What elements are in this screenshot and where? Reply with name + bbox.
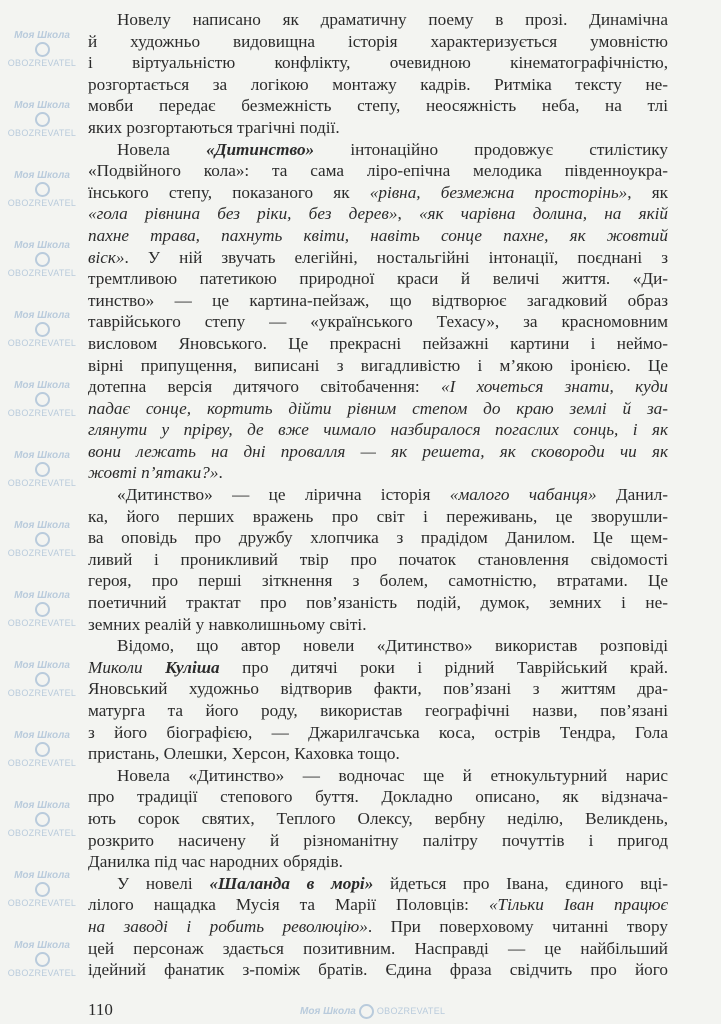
text-segment: ка, його перших вражень про світ і переживань, це зворушли- bbox=[88, 506, 668, 526]
bold-italic-text: Куліша bbox=[165, 657, 220, 677]
text-line bbox=[88, 117, 668, 139]
italic-quote: «рівна, безмежна просторінь» bbox=[369, 182, 628, 202]
watermark-logo bbox=[4, 940, 80, 979]
watermark-school-text: Моя Школа bbox=[14, 870, 70, 881]
text-line bbox=[88, 959, 668, 981]
paragraph bbox=[88, 873, 668, 981]
text-segment: тинство» — це картина-пейзаж, що відтворює загадковий образ bbox=[88, 290, 668, 310]
watermark-school-text: Моя Школа bbox=[14, 100, 70, 111]
text-line bbox=[88, 527, 668, 549]
text-line bbox=[88, 894, 668, 916]
text-line bbox=[88, 808, 668, 830]
text-segment: їнського степу, показаного як bbox=[88, 182, 370, 202]
watermark-logo bbox=[4, 660, 80, 699]
watermark-circle-icon bbox=[35, 252, 50, 267]
italic-quote: вони лежать на дні провалля — як решета, як сковороди чи як bbox=[88, 441, 668, 461]
watermark-school-text: Моя Школа bbox=[14, 940, 70, 951]
watermark-circle-icon bbox=[35, 812, 50, 827]
text-segment: про дитячі роки і рідний Таврійський край. bbox=[219, 657, 668, 677]
text-segment: «Дитинство» — це лірична історія bbox=[117, 485, 450, 505]
text-line bbox=[88, 333, 668, 355]
watermark-logo bbox=[4, 240, 80, 279]
text-line bbox=[88, 160, 668, 182]
watermark-brand-text: OBOZREVATEL bbox=[7, 408, 77, 418]
text-line bbox=[88, 484, 668, 506]
italic-quote: віск» bbox=[88, 247, 125, 267]
watermark-school-text: Моя Школа bbox=[14, 450, 70, 461]
text-line bbox=[88, 765, 668, 787]
text-line bbox=[88, 268, 668, 290]
text-line bbox=[88, 700, 668, 722]
text-segment: Данилка під час народних обрядів. bbox=[88, 852, 343, 872]
watermark-brand-text: OBOZREVATEL bbox=[376, 1006, 446, 1016]
text-segment: ва оповідь про дружбу хлопчика з прадідом Данилом. Це щем- bbox=[88, 528, 668, 548]
paragraph bbox=[88, 484, 668, 635]
watermark-school-text: Моя Школа bbox=[14, 520, 70, 531]
text-segment: яких розгортаються трагічні події. bbox=[88, 117, 340, 137]
paragraph bbox=[88, 139, 668, 485]
watermark-logo bbox=[4, 870, 80, 909]
text-line bbox=[88, 635, 668, 657]
text-line bbox=[88, 851, 668, 873]
text-segment: , як bbox=[627, 182, 668, 202]
italic-quote: «І хочеться знати, куди bbox=[440, 377, 668, 397]
text-line bbox=[88, 614, 668, 636]
watermark-school-text: Моя Школа bbox=[14, 590, 70, 601]
text-segment: героя, про перші зіткнення з болем, самотністю, втратами. Це bbox=[88, 571, 668, 591]
text-line bbox=[88, 873, 668, 895]
text-line bbox=[88, 549, 668, 571]
watermark-brand-text: OBOZREVATEL bbox=[7, 758, 77, 768]
text-segment: Яновський художньо відтворив факти, пов’язані з життям дра- bbox=[88, 679, 668, 699]
text-line bbox=[88, 74, 668, 96]
watermark-school-text: Моя Школа bbox=[14, 800, 70, 811]
text-segment: з його біографією, — Джарилгачська коса, острів Тендра, Гола bbox=[88, 722, 668, 742]
text-segment: інтонаційно продовжує стилістику bbox=[314, 139, 668, 159]
paragraph bbox=[88, 635, 668, 765]
text-segment: лілого нащадка Мусія та Марії Половців: bbox=[88, 895, 489, 915]
watermark-circle-icon bbox=[35, 882, 50, 897]
paragraph bbox=[88, 765, 668, 873]
watermark-brand-text: OBOZREVATEL bbox=[7, 688, 77, 698]
watermark-brand-text: OBOZREVATEL bbox=[7, 268, 77, 278]
text-line bbox=[88, 657, 668, 679]
text-segment: Новела bbox=[117, 139, 207, 159]
text-segment: дотепна версія дитячого світобачення: bbox=[88, 377, 441, 397]
text-segment: , bbox=[397, 204, 419, 224]
italic-quote: на заводі і робить революцію» bbox=[88, 916, 368, 936]
watermark-school-text: Моя Школа bbox=[14, 240, 70, 251]
watermark-brand-text: OBOZREVATEL bbox=[7, 968, 77, 978]
watermark-logo bbox=[4, 380, 80, 419]
text-line bbox=[88, 52, 668, 74]
text-line bbox=[88, 592, 668, 614]
watermark-circle-icon bbox=[35, 532, 50, 547]
text-segment: земних реалій у навколишньому світі. bbox=[88, 614, 367, 634]
watermark-school-text: Моя Школа bbox=[14, 730, 70, 741]
watermark-school-text: Моя Школа bbox=[14, 660, 70, 671]
text-line bbox=[88, 290, 668, 312]
watermark-circle-icon bbox=[35, 42, 50, 57]
watermark-logo bbox=[4, 170, 80, 209]
italic-quote: «Тільки Іван працює bbox=[488, 895, 668, 915]
watermark-logo bbox=[4, 30, 80, 69]
watermark-school-text: Моя Школа bbox=[300, 1006, 356, 1017]
watermark-circle-icon bbox=[35, 742, 50, 757]
text-line bbox=[88, 225, 668, 247]
text-line bbox=[88, 95, 668, 117]
text-segment: висловом Яновського. Це прекрасні пейзажні картини і неймо- bbox=[88, 333, 668, 353]
watermark-circle-icon bbox=[35, 182, 50, 197]
italic-quote: глянути у прірву, де вже чимало назбиралося погаслих сонць, і як bbox=[88, 420, 668, 440]
watermark-logo bbox=[4, 800, 80, 839]
text-segment: мовби передає безмежність степу, неосяжність неба, на тлі bbox=[88, 96, 668, 116]
text-segment: . У ній звучать елегійні, ностальгійні інтонації, поєднані з bbox=[124, 247, 668, 267]
watermark-brand-text: OBOZREVATEL bbox=[7, 828, 77, 838]
watermark-circle-icon bbox=[35, 602, 50, 617]
text-segment: «Подвійного кола»: та сама ліро-епічна мелодика південноукра- bbox=[88, 161, 668, 181]
watermark-circle-icon bbox=[35, 462, 50, 477]
watermark-circle-icon bbox=[35, 392, 50, 407]
text-segment: про традиції степового буття. Докладно описано, як відзнача- bbox=[88, 787, 668, 807]
paragraph bbox=[88, 9, 668, 139]
text-segment: розгортається за логікою монтажу кадрів. Ритміка тексту не- bbox=[88, 74, 668, 94]
text-segment: . bbox=[218, 463, 223, 483]
watermark-logo bbox=[4, 730, 80, 769]
text-line bbox=[88, 398, 668, 420]
text-segment: вірні припущення, виписані з вигадливістю і м’якою іронією. Це bbox=[88, 355, 668, 375]
italic-quote: «як чарівна долина, на якій bbox=[418, 204, 668, 224]
text-segment: . При поверховому читанні твору bbox=[367, 916, 668, 936]
text-segment: Відомо, що автор новели «Дитинство» використав розповіді bbox=[117, 636, 668, 656]
text-segment: пристань, Олешки, Херсон, Каховка тощо. bbox=[88, 744, 400, 764]
text-line bbox=[88, 203, 668, 225]
watermark-logo bbox=[300, 1004, 445, 1019]
text-segment: таврійського степу — «українського Техасу», за красномовним bbox=[88, 312, 668, 332]
text-line bbox=[88, 139, 668, 161]
watermark-circle-icon bbox=[359, 1004, 374, 1019]
watermark-brand-text: OBOZREVATEL bbox=[7, 898, 77, 908]
text-segment: ливий і проникливий твір про початок становлення свідомості bbox=[88, 549, 668, 569]
watermark-circle-icon bbox=[35, 112, 50, 127]
watermark-brand-text: OBOZREVATEL bbox=[7, 128, 77, 138]
text-segment: цей персонаж здається позитивним. Насправді — це найбільший bbox=[88, 938, 668, 958]
text-line bbox=[88, 376, 668, 398]
text-segment: ідейний фанатик з-поміж братів. Єдина фраза свідчить про його bbox=[88, 960, 668, 980]
text-segment: Новелу написано як драматичну поему в прозі. Динамічна bbox=[117, 10, 668, 29]
text-line bbox=[88, 830, 668, 852]
text-segment: й художньо видовищна історія характеризується умовністю bbox=[88, 31, 668, 51]
watermark-logo bbox=[4, 520, 80, 559]
watermark-circle-icon bbox=[35, 672, 50, 687]
watermark-circle-icon bbox=[35, 952, 50, 967]
watermark-logo bbox=[4, 450, 80, 489]
text-line bbox=[88, 722, 668, 744]
text-segment: ють сорок святих, Теплого Олексу, вербну неділю, Великдень, bbox=[88, 808, 668, 828]
text-line bbox=[88, 441, 668, 463]
text-line bbox=[88, 462, 668, 484]
page-number: 110 bbox=[88, 1000, 113, 1019]
text-line bbox=[88, 247, 668, 269]
watermark-logo bbox=[4, 310, 80, 349]
text-segment: Новела «Дитинство» — водночас ще й етнокультурний нарис bbox=[117, 765, 668, 785]
text-line bbox=[88, 938, 668, 960]
italic-quote: «гола рівнина без ріки, без дерев» bbox=[88, 204, 398, 224]
watermark-brand-text: OBOZREVATEL bbox=[7, 478, 77, 488]
watermark-school-text: Моя Школа bbox=[14, 380, 70, 391]
text-line bbox=[88, 786, 668, 808]
italic-quote: жовті п’ятаки?» bbox=[88, 463, 219, 483]
watermark-school-text: Моя Школа bbox=[14, 30, 70, 41]
watermark-brand-text: OBOZREVATEL bbox=[7, 618, 77, 628]
bold-italic-text: «Дитинство» bbox=[206, 139, 315, 159]
text-line bbox=[88, 31, 668, 53]
text-line bbox=[88, 419, 668, 441]
watermark-logo bbox=[4, 590, 80, 629]
text-line bbox=[88, 506, 668, 528]
text-segment: поетичний трактат про пов’язаність подій, думок, земних і не- bbox=[88, 593, 668, 613]
italic-quote: Миколи bbox=[88, 657, 166, 677]
text-line bbox=[88, 9, 668, 31]
watermark-school-text: Моя Школа bbox=[14, 170, 70, 181]
text-segment: матурга та його роду, використав географічні назви, пов’язані bbox=[88, 701, 668, 720]
watermark-school-text: Моя Школа bbox=[14, 310, 70, 321]
text-segment: Данил- bbox=[596, 485, 669, 505]
text-line bbox=[88, 916, 668, 938]
italic-quote: «малого чабанця» bbox=[449, 485, 597, 505]
text-line bbox=[88, 678, 668, 700]
text-line bbox=[88, 743, 668, 765]
italic-quote: падає сонце, кортить дійти рівним степом до краю землі й за- bbox=[88, 398, 668, 418]
bold-italic-text: «Шаланда в морі» bbox=[209, 873, 374, 893]
watermark-brand-text: OBOZREVATEL bbox=[7, 58, 77, 68]
text-segment: тремтливою патетикою природної краси й величі життя. «Ди- bbox=[88, 269, 668, 289]
watermark-brand-text: OBOZREVATEL bbox=[7, 548, 77, 558]
text-segment: і віртуальністю конфлікту, очевидною кінематографічністю, bbox=[88, 53, 668, 73]
text-segment: розкрито насичену й різноманітну палітру почуттів і пригод bbox=[88, 830, 668, 850]
watermark-brand-text: OBOZREVATEL bbox=[7, 198, 77, 208]
body-text bbox=[88, 9, 668, 981]
watermark-logo bbox=[4, 100, 80, 139]
text-segment: У новелі bbox=[117, 873, 210, 893]
watermark-brand-text: OBOZREVATEL bbox=[7, 338, 77, 348]
text-segment: йдеться про Івана, єдиного вці- bbox=[373, 873, 668, 893]
text-line bbox=[88, 311, 668, 333]
text-line bbox=[88, 570, 668, 592]
text-line bbox=[88, 182, 668, 204]
text-line bbox=[88, 355, 668, 377]
italic-quote: пахне трава, пахнуть квіти, навіть сонце пахне, як жовтий bbox=[88, 225, 668, 245]
watermark-circle-icon bbox=[35, 322, 50, 337]
